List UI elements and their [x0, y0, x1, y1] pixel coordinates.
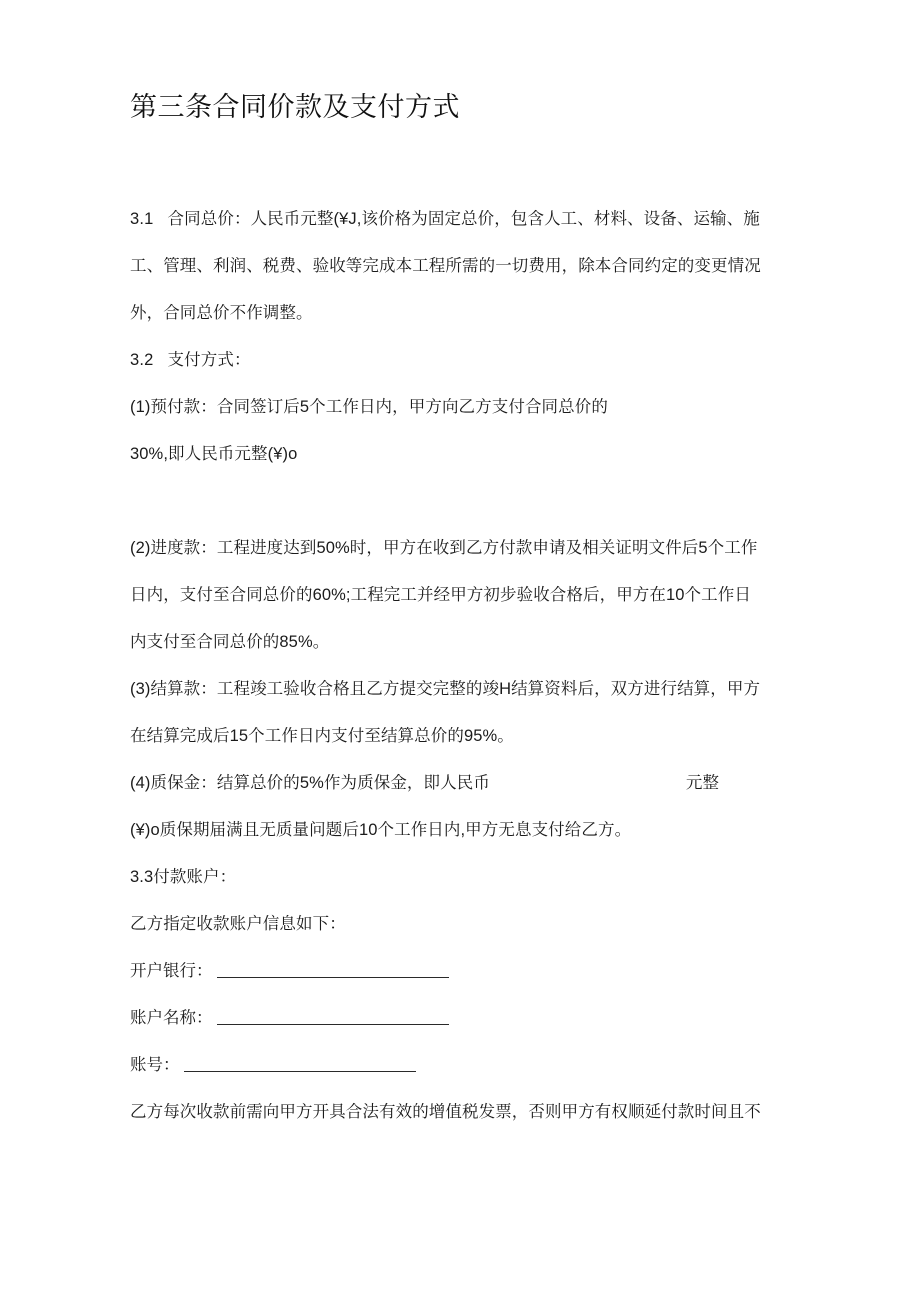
- paragraph-3-1-line-3: 外，合同总价不作调整。: [130, 304, 313, 322]
- field-label-account-name: 账户名称：: [130, 1009, 213, 1027]
- item-1-line-2: 30%,即人民币元整(¥)o: [130, 445, 298, 463]
- document-body: [130, 196, 792, 1136]
- item-2-line-2: 日内，支付至合同总价的60%;工程完工并经甲方初步验收合格后，甲方在10个工作日: [130, 586, 751, 604]
- page-title: 第三条合同价款及支付方式: [130, 92, 460, 122]
- section-number-3-2: 3.2: [130, 351, 154, 369]
- paragraph-3-1-line-1: [130, 196, 792, 243]
- item-2-line-1: (2)进度款：工程进度达到50%时，甲方在收到乙方付款申请及相关证明文件后5个工作: [130, 539, 758, 557]
- blank-line-separator: [130, 478, 792, 525]
- paragraph-3-1-line-2: 工、管理、利润、税费、验收等完成本工程所需的一切费用，除本合同约定的变更情况: [130, 257, 761, 275]
- section-3-2-heading-text: 支付方式：: [167, 351, 251, 369]
- item-4-line-2: (¥)o质保期届满且无质量问题后10个工作日内,甲方无息支付给乙方。: [130, 821, 632, 839]
- paragraph-3-3-heading: 3.3付款账户：: [130, 868, 237, 886]
- paragraph-3-3-intro: 乙方指定收款账户信息如下：: [130, 915, 346, 933]
- field-label-account-number: 账号：: [130, 1056, 180, 1074]
- field-row-account-number: [130, 1042, 792, 1089]
- item-2-line-3: 内支付至合同总价的85%。: [130, 633, 330, 651]
- item-1-line-1: (1)预付款：合同签订后5个工作日内，甲方向乙方支付合同总价的: [130, 398, 608, 416]
- item-4-prefix-text: (4)质保金：结算总价的5%作为质保金，即人民币: [130, 774, 490, 792]
- bank-name-blank-input[interactable]: [217, 977, 449, 978]
- section-3-1-heading-text: 合同总价：人民币元整(¥J,该价格为固定总价，包含人工、材料、设备、运输、施: [167, 210, 760, 228]
- account-number-blank-input[interactable]: [184, 1071, 416, 1072]
- section-number-3-1: 3.1: [130, 210, 154, 228]
- item-4-line-1: [130, 760, 792, 807]
- item-4-suffix-text: 元整: [685, 774, 720, 792]
- paragraph-3-3-closing-line: 乙方每次收款前需向甲方开具合法有效的增值税发票，否则甲方有权顺延付款时间且不: [130, 1103, 761, 1121]
- field-label-bank-name: 开户银行：: [130, 962, 213, 980]
- item-3-line-1: (3)结算款：工程竣工验收合格且乙方提交完整的竣H结算资料后，双方进行结算，甲方: [130, 680, 761, 698]
- paragraph-3-2-heading: [130, 337, 792, 384]
- field-row-account-name: [130, 995, 792, 1042]
- account-name-blank-input[interactable]: [217, 1024, 449, 1025]
- item-3-line-2: 在结算完成后15个工作日内支付至结算总价的95%。: [130, 727, 514, 745]
- field-row-bank-name: [130, 948, 792, 995]
